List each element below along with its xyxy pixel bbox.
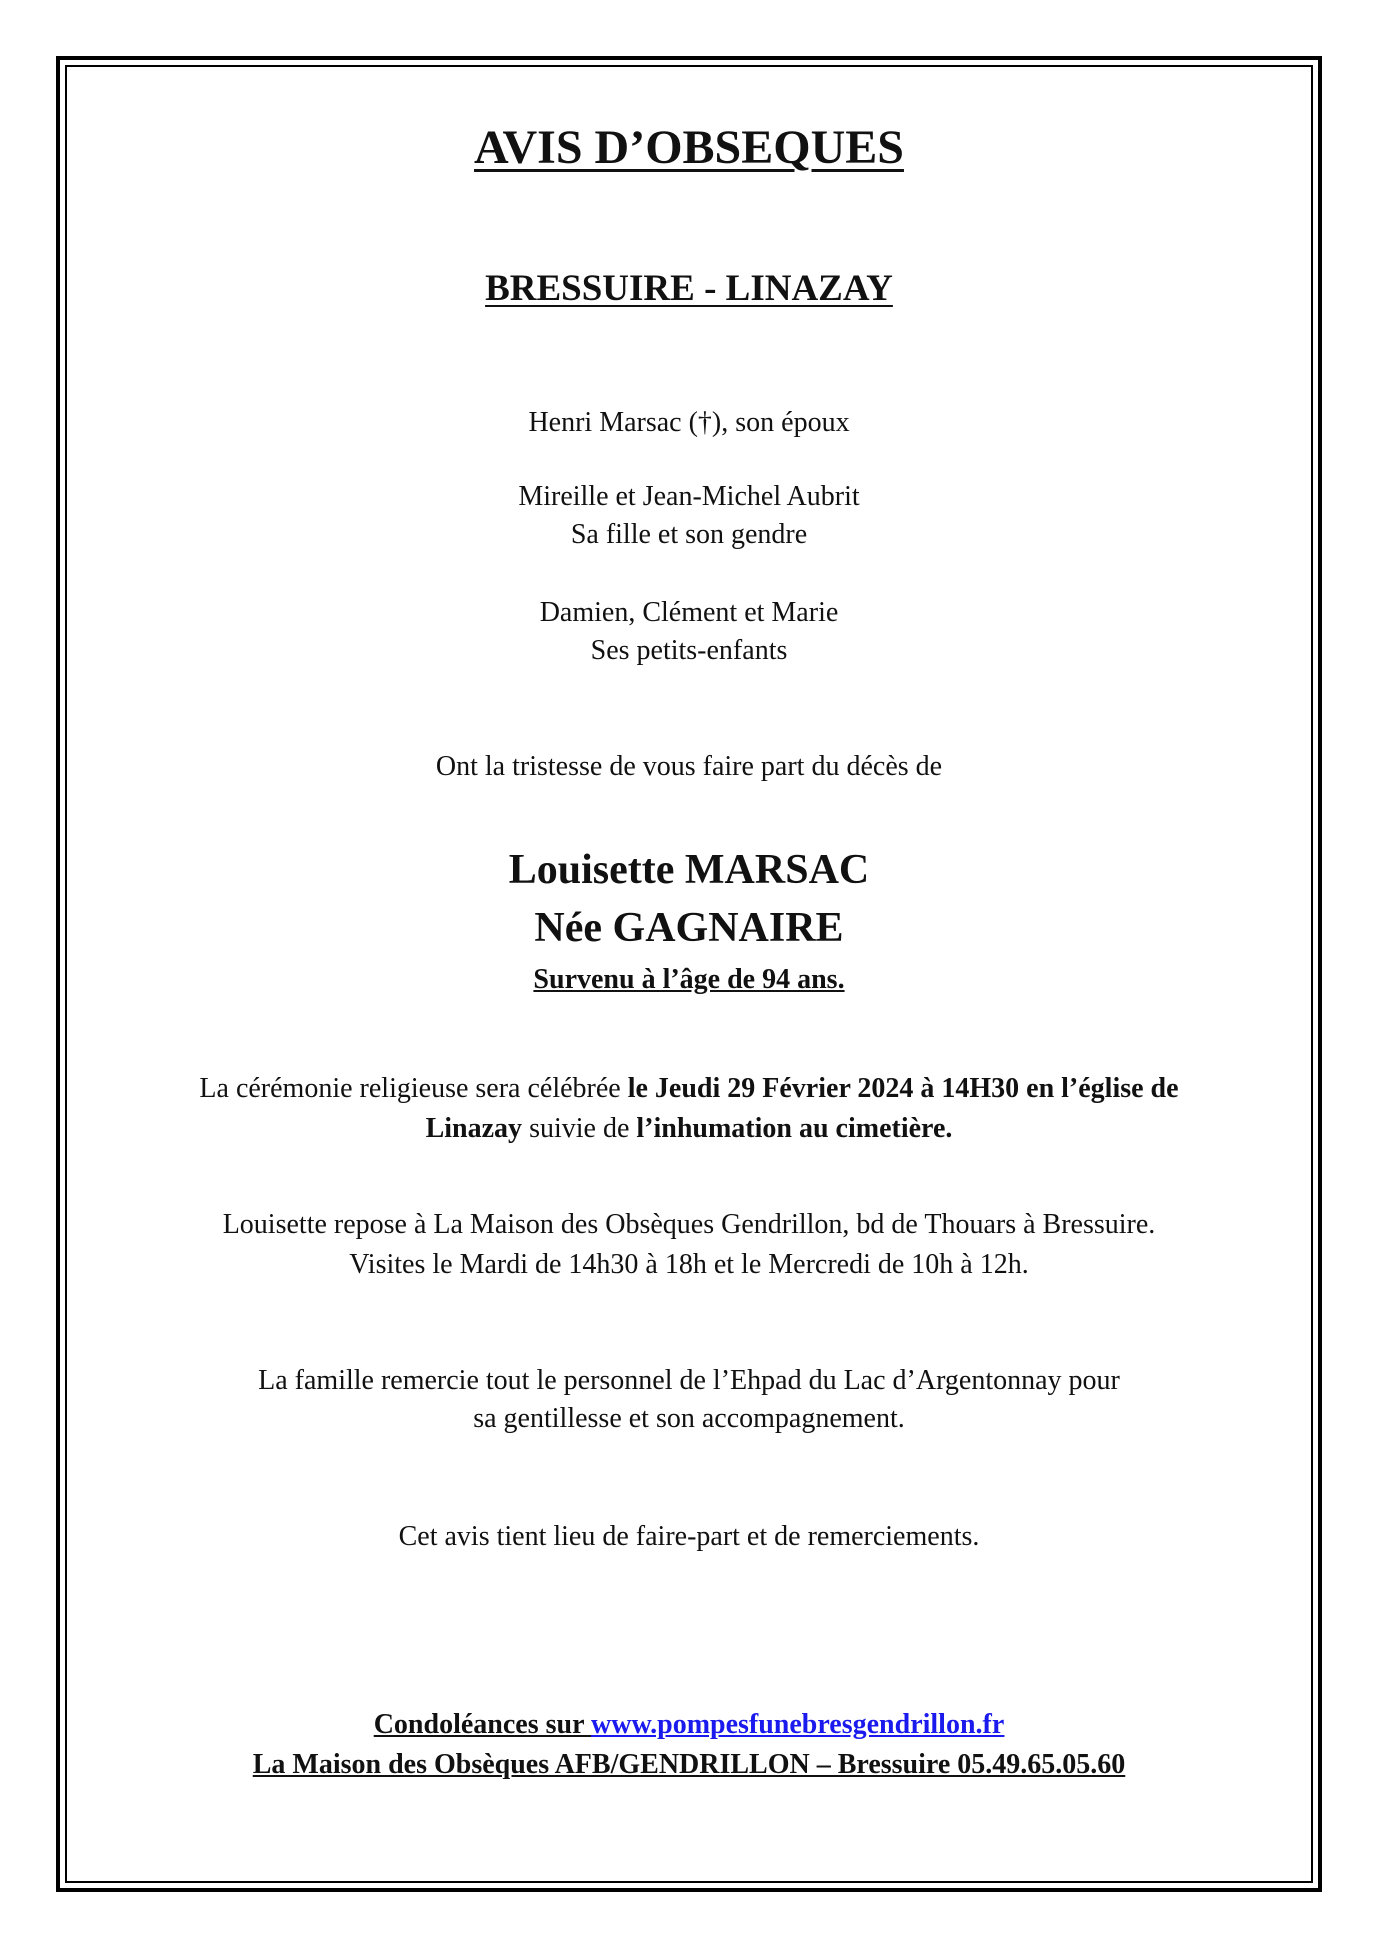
family-daughter-names: Mireille et Jean-Michel Aubrit bbox=[518, 481, 860, 512]
ceremony-date: le Jeudi 29 Février 2024 à 14H30 en l’église de bbox=[627, 1073, 1179, 1104]
deceased-maiden-name: Née GAGNAIRE bbox=[534, 905, 844, 951]
company-contact: La Maison des Obsèques AFB/GENDRILLON – Bressuire 05.49.65.05.60 bbox=[252, 1749, 1126, 1780]
condolences-line bbox=[65, 1706, 1313, 1744]
announcement-text: Ont la tristesse de vous faire part du décès de bbox=[435, 751, 943, 782]
visiting-hours: Visites le Mardi de 14h30 à 18h et le Mercredi de 10h à 12h. bbox=[349, 1249, 1029, 1280]
ceremony-text: La cérémonie religieuse sera célébrée bbox=[199, 1073, 628, 1104]
condolences-label: Condoléances sur bbox=[373, 1709, 591, 1740]
family-daughter-relation: Sa fille et son gendre bbox=[570, 519, 808, 550]
thanks-line-2: sa gentillesse et son accompagnement. bbox=[473, 1403, 905, 1434]
deceased-name: Louisette MARSAC bbox=[508, 847, 870, 893]
notice-title: AVIS D’OBSEQUES bbox=[474, 121, 904, 174]
website-link[interactable]: www.pompesfunebresgendrillon.fr bbox=[591, 1709, 1005, 1740]
notice-location: BRESSUIRE - LINAZAY bbox=[485, 268, 893, 309]
family-grandchildren-relation: Ses petits-enfants bbox=[590, 635, 788, 666]
thanks-line-1: La famille remercie tout le personnel de l’Ehpad du Lac d’Argentonnay pour bbox=[258, 1365, 1120, 1396]
closing-text: Cet avis tient lieu de faire-part et de remerciements. bbox=[398, 1521, 980, 1552]
ceremony-place: Linazay bbox=[425, 1113, 523, 1144]
ceremony-line-2 bbox=[65, 1110, 1313, 1148]
ceremony-line-1 bbox=[65, 1070, 1313, 1108]
rest-location: Louisette repose à La Maison des Obsèques Gendrillon, bd de Thouars à Bressuire. bbox=[222, 1209, 1156, 1240]
family-spouse: Henri Marsac (†), son époux bbox=[528, 407, 850, 438]
family-grandchildren-names: Damien, Clément et Marie bbox=[539, 597, 839, 628]
deceased-age: Survenu à l’âge de 94 ans. bbox=[533, 964, 845, 995]
ceremony-burial: l’inhumation au cimetière. bbox=[636, 1113, 953, 1144]
ceremony-followed: suivie de bbox=[522, 1113, 637, 1144]
